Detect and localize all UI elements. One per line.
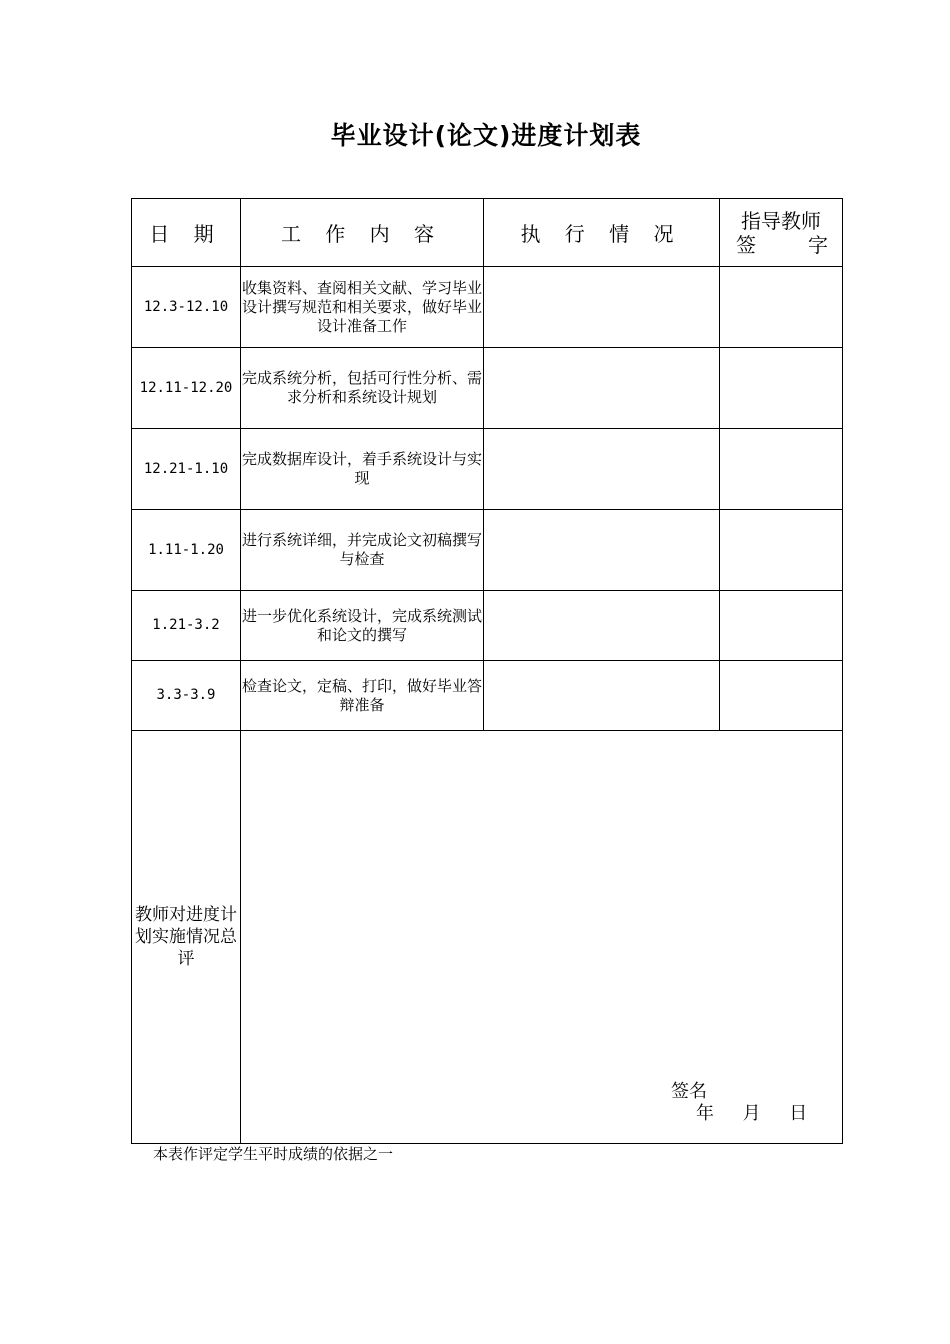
row-work-content: 完成数据库设计，着手系统设计与实现 (241, 429, 484, 510)
row-date: 1.11-1.20 (132, 510, 241, 591)
summary-row (132, 731, 843, 1144)
table-row (132, 429, 843, 510)
table-row (132, 591, 843, 661)
row-execution-status[interactable] (484, 591, 720, 661)
row-date: 1.21-3.2 (132, 591, 241, 661)
signature-label: 签名 (671, 1081, 707, 1102)
row-work-content: 完成系统分析，包括可行性分析、需求分析和系统设计规划 (241, 348, 484, 429)
table-row (132, 348, 843, 429)
header-advisor-signature (720, 199, 843, 267)
signature-date-line: 年 月 日 (696, 1103, 808, 1124)
table-row (132, 267, 843, 348)
summary-comment-area[interactable] (241, 731, 843, 1144)
row-advisor-signature[interactable] (720, 591, 843, 661)
header-date: 日 期 (132, 199, 241, 267)
row-date: 12.21-1.10 (132, 429, 241, 510)
row-advisor-signature[interactable] (720, 348, 843, 429)
row-advisor-signature[interactable] (720, 429, 843, 510)
row-execution-status[interactable] (484, 348, 720, 429)
table-row (132, 510, 843, 591)
row-execution-status[interactable] (484, 661, 720, 731)
footnote: 本表作评定学生平时成绩的依据之一 (153, 1145, 394, 1163)
table-row (132, 661, 843, 731)
summary-label: 教师对进度计划实施情况总评 (132, 731, 241, 1144)
row-date: 12.11-12.20 (132, 348, 241, 429)
row-work-content: 收集资料、查阅相关文献、学习毕业设计撰写规范和相关要求，做好毕业设计准备工作 (241, 267, 484, 348)
header-signature-label (720, 233, 842, 257)
row-date: 12.3-12.10 (132, 267, 241, 348)
header-execution-status: 执 行 情 况 (484, 199, 720, 267)
header-work-content: 工 作 内 容 (241, 199, 484, 267)
header-sign-char-2: 字 (808, 232, 828, 257)
page-title: 毕业设计(论文)进度计划表 (330, 121, 642, 150)
header-advisor-label: 指导教师 (741, 208, 821, 233)
progress-plan-table (131, 198, 843, 1144)
row-execution-status[interactable] (484, 267, 720, 348)
table-header-row (132, 199, 843, 267)
row-advisor-signature[interactable] (720, 661, 843, 731)
row-execution-status[interactable] (484, 510, 720, 591)
row-work-content: 进一步优化系统设计，完成系统测试和论文的撰写 (241, 591, 484, 661)
row-work-content: 检查论文，定稿、打印，做好毕业答辩准备 (241, 661, 484, 731)
row-advisor-signature[interactable] (720, 510, 843, 591)
row-advisor-signature[interactable] (720, 267, 843, 348)
row-date: 3.3-3.9 (132, 661, 241, 731)
row-execution-status[interactable] (484, 429, 720, 510)
row-work-content: 进行系统详细，并完成论文初稿撰写与检查 (241, 510, 484, 591)
header-sign-char-1: 签 (736, 232, 756, 257)
